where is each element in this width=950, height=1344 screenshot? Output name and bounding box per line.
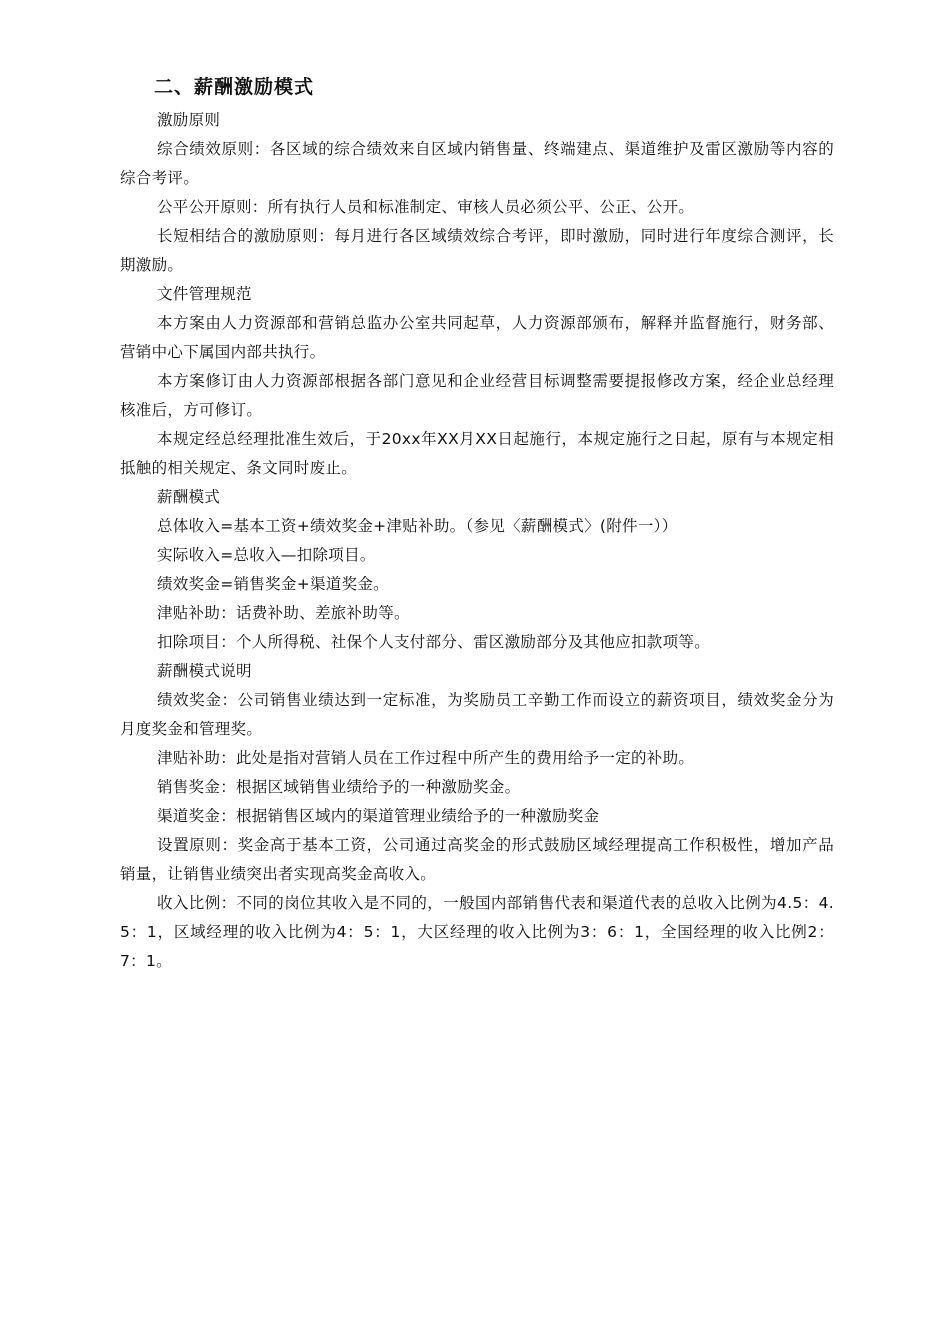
paragraph-sales-bonus-desc: 销售奖金：根据区域销售业绩给予的一种激励奖金。 — [157, 778, 521, 796]
formula-total-income: 总体收入=基本工资+绩效奖金+津贴补助。（参见〈薪酬模式〉(附件一）） — [157, 517, 678, 535]
section-heading: 二、薪酬激励模式 — [154, 76, 315, 98]
subheading-document-management: 文件管理规范 — [157, 285, 252, 303]
paragraph-effective-date: 本规定经总经理批准生效后，于20xx年XX月XX日起施行，本规定施行之日起，原有与本规定相抵触的相关规定、条文同时废止。 — [120, 430, 834, 477]
paragraph-allowance-desc: 津贴补助：此处是指对营销人员在工作过程中所产生的费用给予一定的补助。 — [157, 749, 695, 767]
document-body — [120, 72, 834, 976]
paragraph-comprehensive-performance: 综合绩效原则：各区域的综合绩效来自区域内销售量、终端建点、渠道维护及雷区激励等内容的综合考评。 — [120, 140, 834, 187]
paragraph-deductions: 扣除项目：个人所得税、社保个人支付部分、雷区激励部分及其他应扣款项等。 — [157, 633, 711, 651]
paragraph-allowance: 津贴补助：话费补助、差旅补助等。 — [157, 604, 410, 622]
paragraph-drafting: 本方案由人力资源部和营销总监办公室共同起草，人力资源部颁布，解释并监督施行，财务部、营销中心下属国内部共执行。 — [120, 314, 834, 361]
subheading-salary-model: 薪酬模式 — [157, 488, 221, 506]
subheading-salary-model-notes: 薪酬模式说明 — [157, 662, 252, 680]
formula-performance-bonus: 绩效奖金=销售奖金+渠道奖金。 — [157, 575, 389, 593]
paragraph-fairness-principle: 公平公开原则：所有执行人员和标准制定、审核人员必须公平、公正、公开。 — [157, 198, 695, 216]
paragraph-performance-bonus-desc: 绩效奖金：公司销售业绩达到一定标准，为奖励员工辛勤工作而设立的薪资项目，绩效奖金分为月度奖金和管理奖。 — [120, 691, 834, 738]
subheading-incentive-principles: 激励原则 — [157, 111, 221, 129]
paragraph-setting-principle: 设置原则：奖金高于基本工资，公司通过高奖金的形式鼓励区域经理提高工作积极性，增加产品销量，让销售业绩突出者实现高奖金高收入。 — [120, 836, 834, 883]
paragraph-revision: 本方案修订由人力资源部根据各部门意见和企业经营目标调整需要提报修改方案，经企业总经理核准后，方可修订。 — [120, 372, 834, 419]
paragraph-channel-bonus-desc: 渠道奖金：根据销售区域内的渠道管理业绩给予的一种激励奖金 — [157, 807, 600, 825]
paragraph-income-ratio: 收入比例：不同的岗位其收入是不同的，一般国内部销售代表和渠道代表的总收入比例为4.5：4.5：1，区域经理的收入比例为4：5：1，大区经理的收入比例为3：6：1，全国经理的收入比例2：7：1。 — [120, 894, 834, 970]
paragraph-long-short-term: 长短相结合的激励原则：每月进行各区域绩效综合考评，即时激励，同时进行年度综合测评，长期激励。 — [120, 227, 834, 274]
formula-actual-income: 实际收入=总收入—扣除项目。 — [157, 546, 376, 564]
